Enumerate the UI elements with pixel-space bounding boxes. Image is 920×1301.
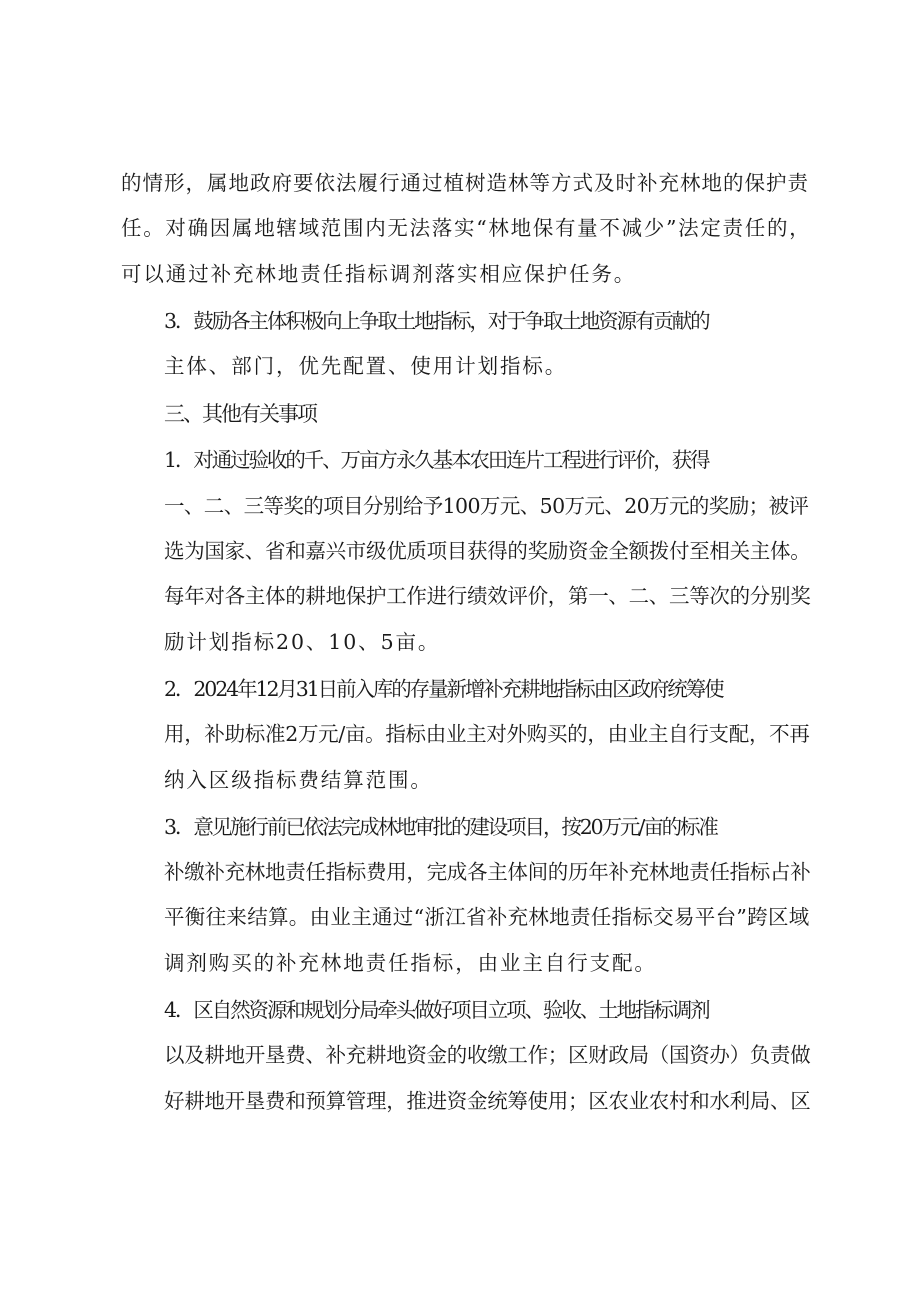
paragraph-forest-responsibility <box>121 161 811 297</box>
text-line: 可以通过补充林地责任指标调剂落实相应保护任务。 <box>121 261 637 286</box>
paragraph-item-3-forest-fees <box>121 805 811 986</box>
text-line: 纳入区级指标费结算范围。 <box>164 767 433 792</box>
paragraph-item-2-stock-indicators <box>121 667 811 803</box>
text-line: 4．区自然资源和规划分局牵头做好项目立项、验收、土地指标调剂 <box>164 998 709 1023</box>
section-heading-other-matters <box>121 391 811 438</box>
text-line: 每年对各主体的耕地保护工作进行绩效评价，第一、二、三等次的分别奖 <box>164 584 811 609</box>
text-line: 励计划指标20、10、5亩。 <box>164 629 441 654</box>
text-line: 的情形，属地政府要依法履行通过植树造林等方式及时补充林地的保护责 <box>121 171 809 195</box>
text-line: 3．鼓励各主体积极向上争取土地指标，对于争取土地资源有贡献的 <box>164 308 709 333</box>
text-line: 好耕地开垦费和预算管理，推进资金统筹使用；区农业农村和水利局、区 <box>164 1088 811 1113</box>
text-line: 任。对确因属地辖域范围内无法落实“林地保有量不减少”法定责任的， <box>121 216 812 241</box>
heading-text: 三、其他有关事项 <box>164 402 316 427</box>
text-line: 用，补助标准2万元/亩。指标由业主对外购买的，由业主自行支配，不再 <box>164 722 810 747</box>
paragraph-item-3-land-indicators <box>121 299 811 390</box>
paragraph-item-4-departments <box>121 988 811 1124</box>
text-line: 2．2024年12月31日前入库的存量新增补充耕地指标由区政府统筹使 <box>164 676 723 701</box>
text-line: 以及耕地开垦费、补充耕地资金的收缴工作；区财政局（国资办）负责做 <box>164 1043 811 1068</box>
text-line: 选为国家、省和嘉兴市级优质项目获得的奖励资金全额拨付至相关主体。 <box>164 539 811 564</box>
text-line: 平衡往来结算。由业主通过“浙江省补充林地责任指标交易平台”跨区域 <box>164 905 810 930</box>
text-line: 主体、部门，优先配置、使用计划指标。 <box>164 354 568 379</box>
text-line: 3．意见施行前已依法完成林地审批的建设项目，按20万元/亩的标准 <box>164 814 717 839</box>
text-line: 1．对通过验收的千、万亩方永久基本农田连片工程进行评价，获得 <box>164 448 709 473</box>
text-line: 补缴补充林地责任指标费用，完成各主体间的历年补充林地责任指标占补 <box>164 860 811 885</box>
paragraph-item-1-awards <box>121 438 811 664</box>
document-body <box>121 161 811 1126</box>
text-line: 调剂购买的补充林地责任指标，由业主自行支配。 <box>164 950 657 975</box>
text-line: 一、二、三等奖的项目分别给予100万元、50万元、20万元的奖励；被评 <box>164 493 809 518</box>
